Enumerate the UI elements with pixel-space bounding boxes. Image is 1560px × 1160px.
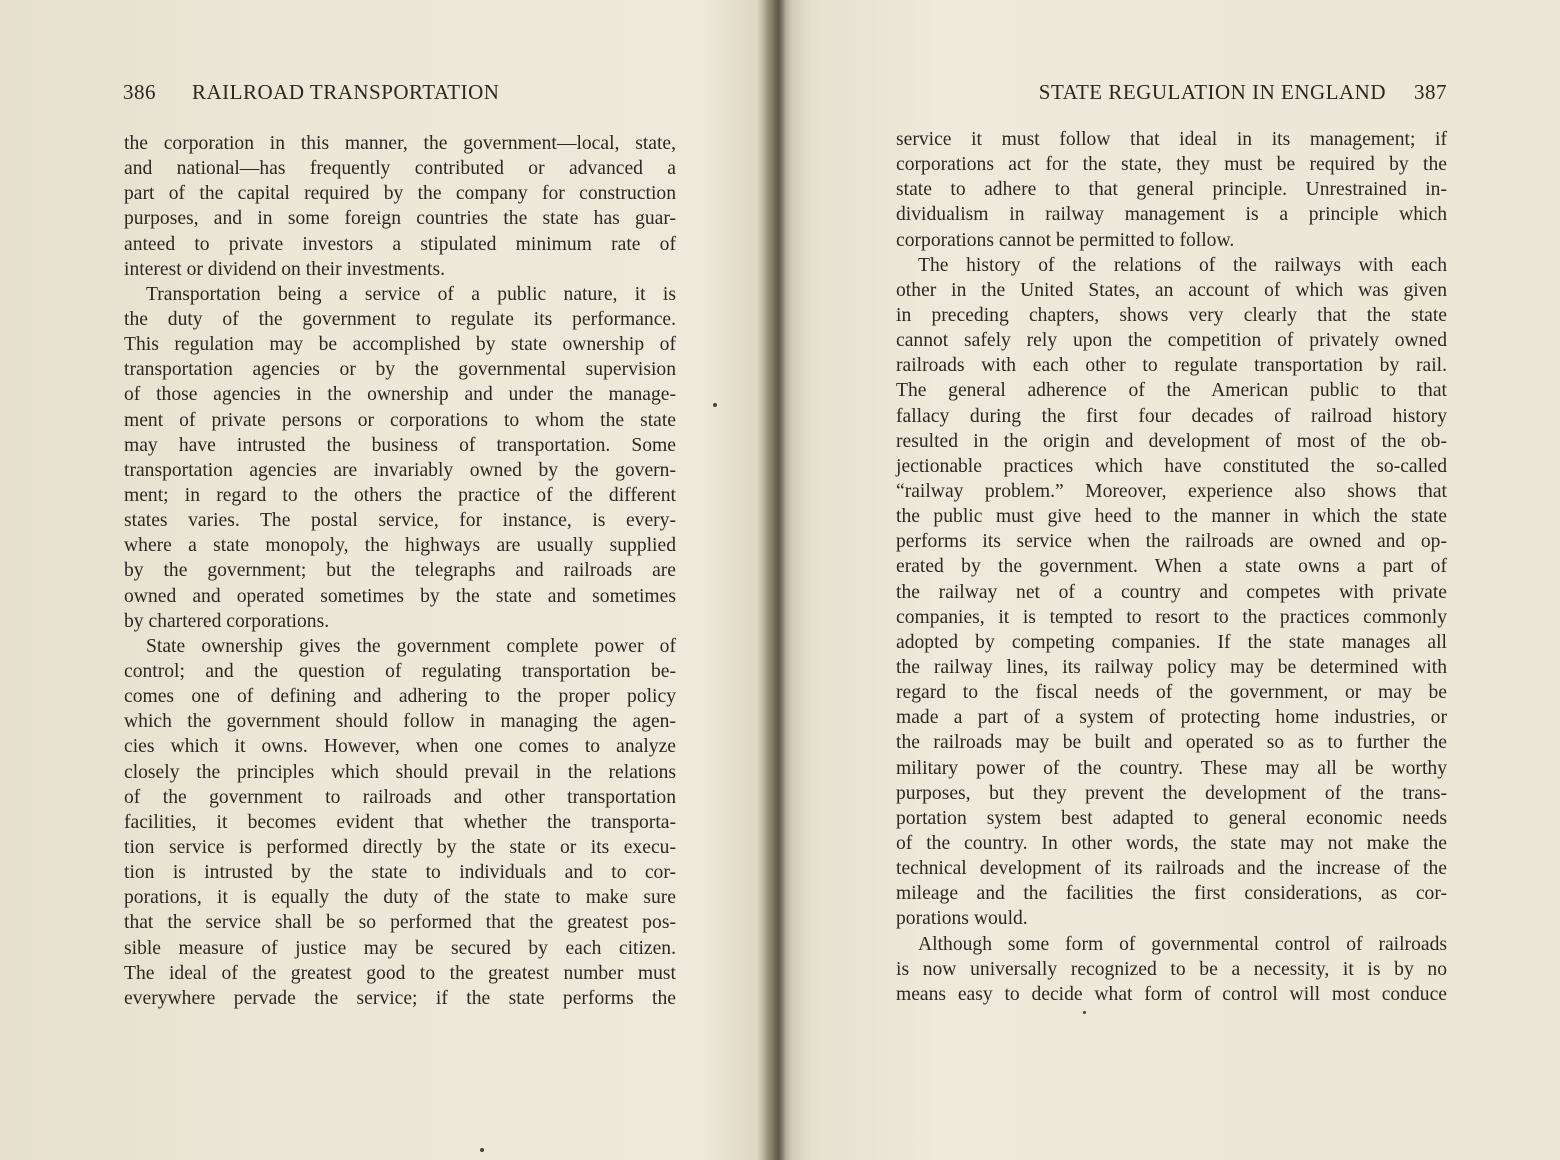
left-text-line: facilities, it becomes evident that whether the transporta-	[124, 811, 676, 833]
right-body-text	[896, 127, 1447, 1007]
right-text-line: technical development of its railroads and the increase of the	[896, 858, 1447, 880]
left-text-line: ment of private persons or corporations to whom the state	[124, 409, 676, 431]
left-text-line: Transportation being a service of a public nature, it is	[146, 283, 676, 305]
right-text-line: resulted in the origin and development of most of the ob-	[896, 430, 1447, 452]
left-text-line: everywhere pervade the service; if the state performs the	[124, 987, 676, 1009]
right-text-line: the public must give heed to the manner in which the state	[896, 506, 1447, 528]
left-text-line: of the government to railroads and other transportation	[124, 786, 676, 808]
left-text-line: transportation agencies are invariably owned by the govern-	[124, 459, 676, 481]
right-text-line: The history of the relations of the railways with each	[918, 254, 1447, 276]
left-text-line: of those agencies in the ownership and under the manage-	[124, 384, 676, 406]
right-text-line: railroads with each other to regulate transportation by rail.	[896, 355, 1447, 377]
right-text-line: military power of the country. These may all be worthy	[896, 757, 1447, 779]
left-text-line: interest or dividend on their investments.	[124, 258, 446, 280]
left-text-line: and national—has frequently contributed or advanced a	[124, 158, 676, 180]
right-text-line: mileage and the facilities the first considerations, as cor-	[896, 883, 1447, 905]
left-page-number: 386	[123, 80, 156, 104]
right-text-line: dividualism in railway management is a principle which	[896, 204, 1447, 226]
left-text-line: by chartered corporations.	[124, 610, 330, 632]
right-text-line: fallacy during the first four decades of railroad history	[896, 405, 1447, 427]
right-text-line: “railway problem.” Moreover, experience also shows that	[896, 480, 1447, 502]
paper-speck	[713, 403, 717, 407]
left-text-line: the duty of the government to regulate its performance.	[124, 308, 676, 330]
left-text-line: the corporation in this manner, the government—local, state,	[124, 133, 676, 154]
right-running-head-title: STATE REGULATION IN ENGLAND	[1038, 80, 1386, 104]
right-text-line: means easy to decide what form of control will most conduce	[896, 983, 1447, 1005]
right-text-line: service it must follow that ideal in its management; if	[896, 129, 1447, 150]
left-text-line: part of the capital required by the company for construction	[124, 183, 676, 205]
right-text-line: corporations act for the state, they must be required by the	[896, 154, 1447, 176]
right-text-line: corporations cannot be permitted to follow.	[896, 229, 1235, 251]
left-text-line: tion service is performed directly by the state or its execu-	[124, 836, 676, 858]
left-text-line: control; and the question of regulating transportation be-	[124, 660, 676, 682]
right-text-line: The general adherence of the American public to that	[896, 380, 1447, 402]
right-text-line: portation system best adapted to general economic needs	[896, 807, 1447, 829]
left-text-line: The ideal of the greatest good to the greatest number must	[124, 962, 676, 984]
right-page-number: 387	[1414, 80, 1447, 104]
left-text-line: transportation agencies or by the governmental supervision	[124, 359, 676, 381]
right-text-line: regard to the fiscal needs of the government, or may be	[896, 682, 1447, 704]
left-text-line: that the service shall be so performed that the greatest pos-	[124, 912, 676, 934]
right-text-line: made a part of a system of protecting home industries, or	[896, 707, 1447, 729]
right-text-line: erated by the government. When a state owns a part of	[896, 556, 1447, 578]
left-text-line: where a state monopoly, the highways are usually supplied	[124, 535, 676, 557]
left-text-line: ment; in regard to the others the practice of the different	[124, 484, 676, 506]
left-text-line: This regulation may be accomplished by state ownership of	[124, 334, 676, 356]
paper-speck	[480, 1148, 484, 1152]
left-text-line: porations, it is equally the duty of the state to make sure	[124, 887, 676, 909]
left-text-line: which the government should follow in managing the agen-	[124, 711, 676, 733]
left-running-head-title: RAILROAD TRANSPORTATION	[192, 80, 500, 104]
right-running-header	[1039, 80, 1447, 105]
left-text-line: may have intrusted the business of transportation. Some	[124, 434, 676, 456]
right-text-line: jectionable practices which have constituted the so-called	[896, 455, 1447, 477]
left-text-line: sible measure of justice may be secured by each citizen.	[124, 937, 676, 959]
left-text-line: owned and operated sometimes by the state and sometimes	[124, 585, 676, 607]
left-text-line: State ownership gives the government complete power of	[146, 635, 676, 657]
right-text-line: porations would.	[896, 908, 1028, 930]
left-text-line: by the government; but the telegraphs and railroads are	[124, 560, 676, 582]
right-text-line: the railway lines, its railway policy may be determined with	[896, 656, 1447, 678]
right-text-line: in preceding chapters, shows very clearly that the state	[896, 304, 1447, 326]
right-text-line: the railway net of a country and competes with private	[896, 581, 1447, 603]
right-text-line: of the country. In other words, the state may not make the	[896, 832, 1447, 854]
left-body-text	[124, 131, 676, 1011]
right-text-line: adopted by competing companies. If the state manages all	[896, 631, 1447, 653]
right-text-line: cannot safely rely upon the competition of privately owned	[896, 330, 1447, 352]
right-text-line: performs its service when the railroads are owned and op-	[896, 531, 1447, 553]
right-page	[790, 0, 1560, 1160]
left-text-line: tion is intrusted by the state to individuals and to cor-	[124, 862, 676, 884]
right-text-line: companies, it is tempted to resort to the practices commonly	[896, 606, 1447, 628]
left-running-header	[123, 80, 499, 105]
left-text-line: states varies. The postal service, for instance, is every-	[124, 510, 676, 532]
left-page	[0, 0, 770, 1160]
right-text-line: the railroads may be built and operated so as to further the	[896, 732, 1447, 754]
left-text-line: closely the principles which should prevail in the relations	[124, 761, 676, 783]
left-text-line: anteed to private investors a stipulated minimum rate of	[124, 233, 676, 255]
right-text-line: purposes, but they prevent the development of the trans-	[896, 782, 1447, 804]
left-text-line: comes one of defining and adhering to the proper policy	[124, 686, 676, 708]
right-text-line: Although some form of governmental control of railroads	[918, 933, 1447, 955]
right-text-line: other in the United States, an account of which was given	[896, 279, 1447, 301]
right-text-line: state to adhere to that general principle. Unrestrained in-	[896, 179, 1447, 201]
right-text-line: is now universally recognized to be a necessity, it is by no	[896, 958, 1447, 980]
left-text-line: purposes, and in some foreign countries the state has guar-	[124, 208, 676, 230]
paper-speck	[1083, 1011, 1086, 1014]
left-text-line: cies which it owns. However, when one comes to analyze	[124, 736, 676, 758]
